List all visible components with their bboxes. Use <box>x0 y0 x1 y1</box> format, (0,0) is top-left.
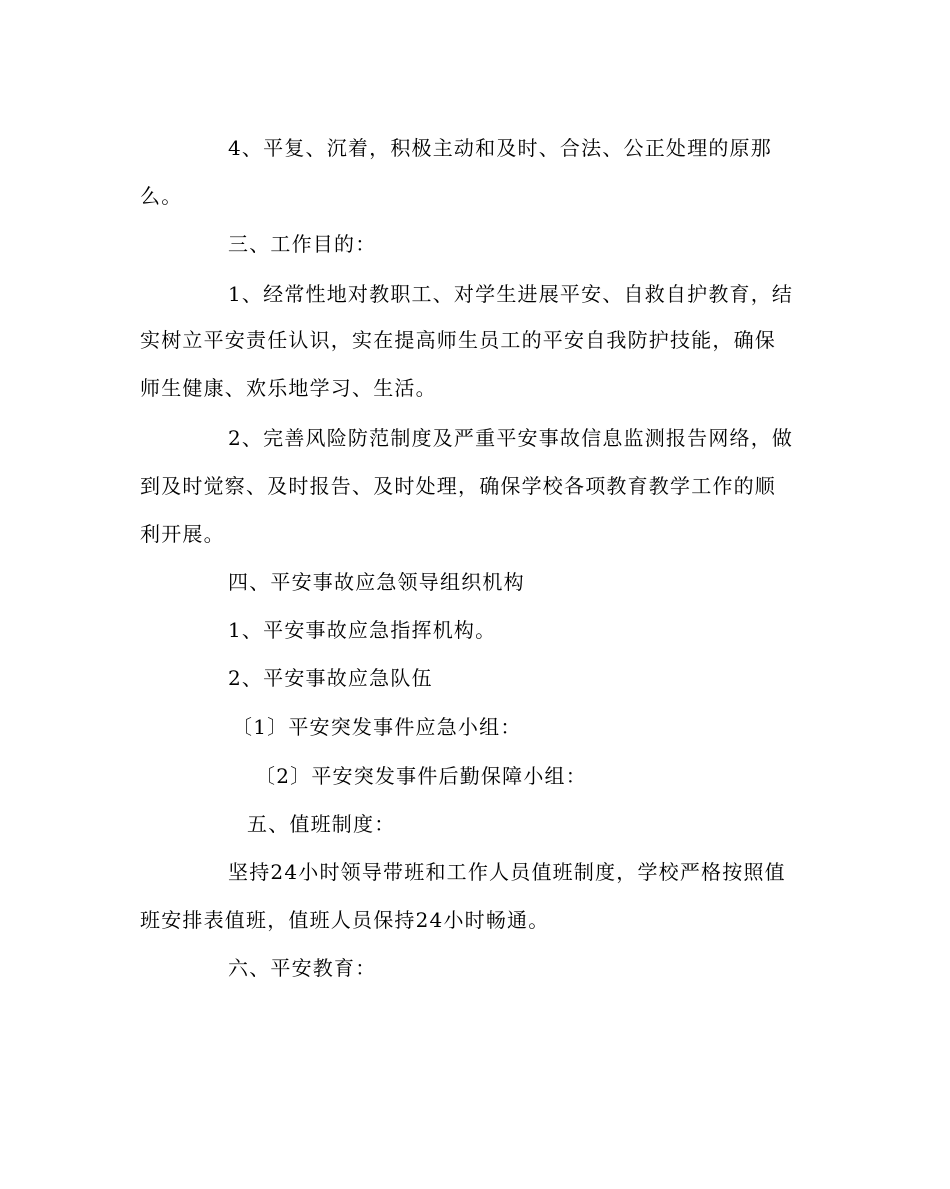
section-heading: 六、平安教育： <box>228 956 377 980</box>
paragraph-line: 么。 <box>140 184 183 208</box>
paragraph-line: 2、平安事故应急队伍 <box>228 666 433 690</box>
list-item: 〔1〕平安突发事件应急小组： <box>232 715 522 739</box>
paragraph-line: 1、经常性地对教职工、对学生进展平安、自救自护教育，结 <box>228 282 794 306</box>
list-item: 〔2〕平安突发事件后勤保障小组： <box>255 764 587 788</box>
paragraph-line: 坚持24小时领导带班和工作人员值班制度，学校严格按照值 <box>228 860 786 884</box>
paragraph-line: 到及时觉察、及时报告、及时处理，确保学校各项教育教学工作的顺 <box>140 474 776 498</box>
paragraph-line: 1、平安事故应急指挥机构。 <box>228 618 497 642</box>
section-heading: 四、平安事故应急领导组织机构 <box>228 570 525 594</box>
paragraph-line: 实树立平安责任认识，实在提高师生员工的平安自我防护技能，确保 <box>140 328 776 352</box>
paragraph-line: 利开展。 <box>140 522 225 546</box>
paragraph-line: 2、完善风险防范制度及严重平安事故信息监测报告网络，做 <box>228 426 794 450</box>
paragraph-line: 4、平复、沉着，积极主动和及时、合法、公正处理的原那 <box>228 136 772 160</box>
section-heading: 五、值班制度： <box>247 812 396 836</box>
paragraph-line: 师生健康、欢乐地学习、生活。 <box>140 376 437 400</box>
paragraph-line: 班安排表值班，值班人员保持24小时畅通。 <box>140 908 550 932</box>
section-heading: 三、工作目的： <box>228 232 377 256</box>
